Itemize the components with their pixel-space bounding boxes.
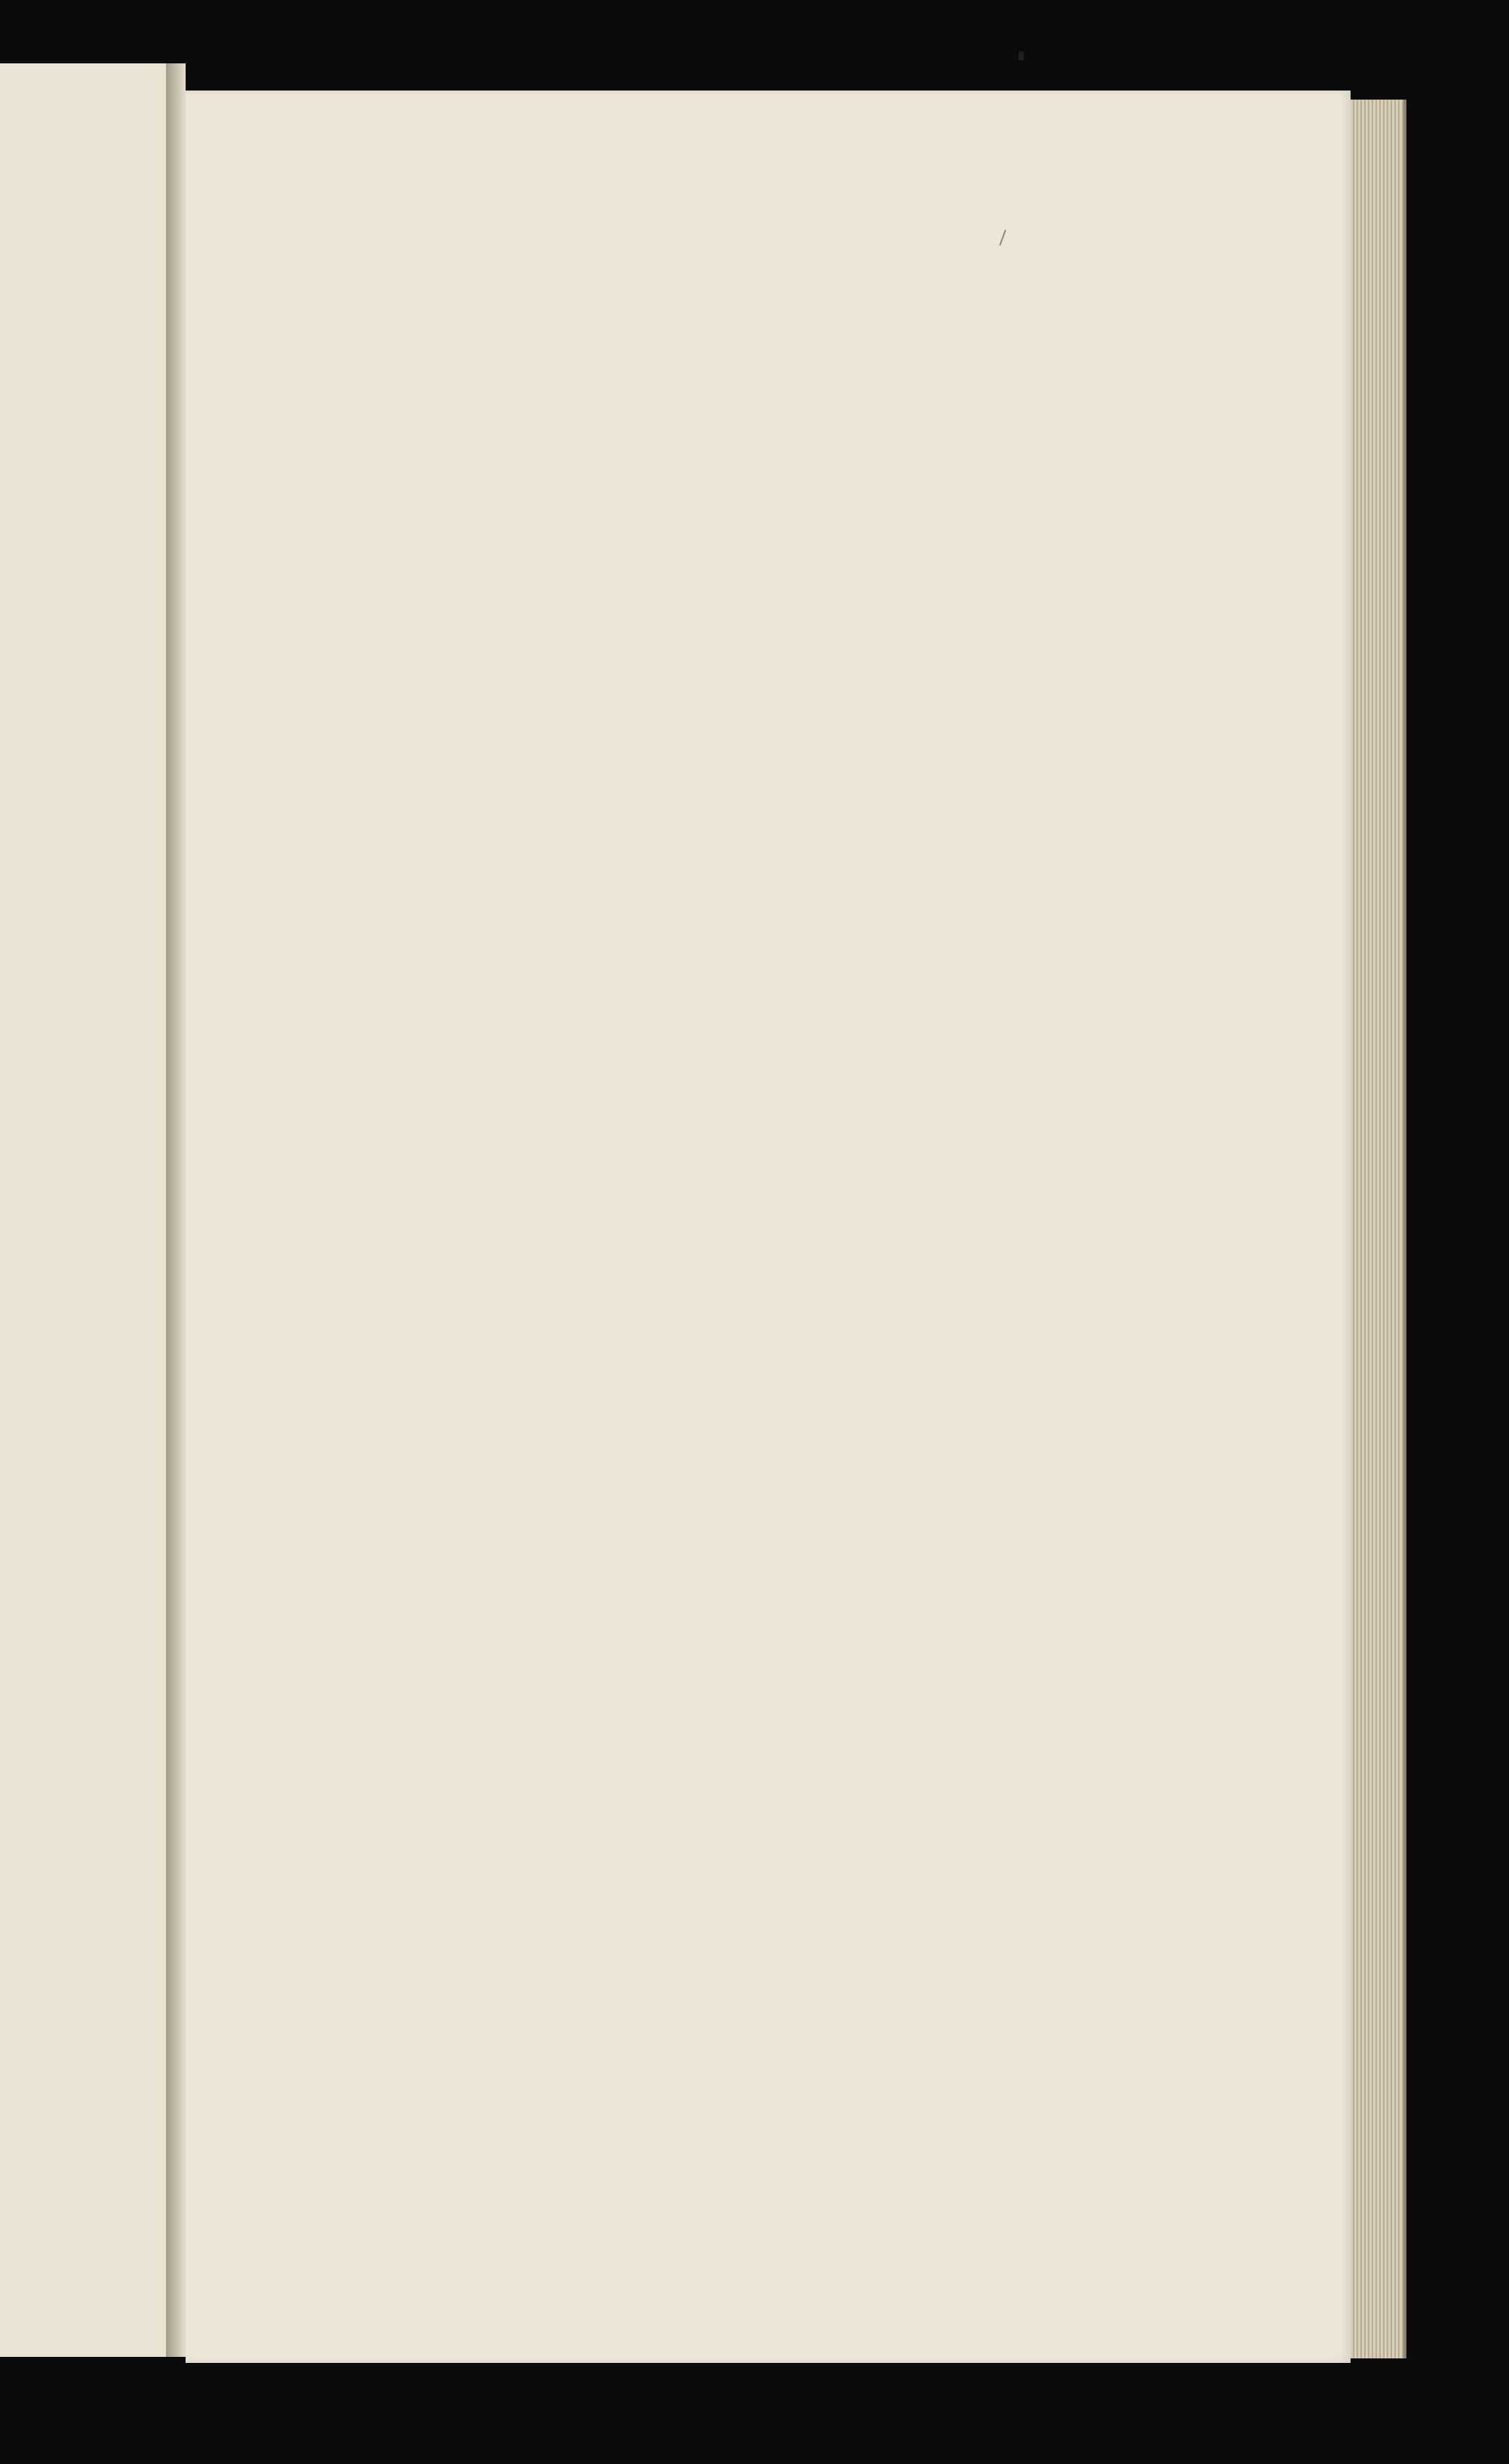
body-text — [186, 91, 1351, 2363]
right-page — [186, 91, 1351, 2363]
page-edge — [1351, 100, 1406, 2358]
left-page — [0, 63, 167, 2357]
ink-speck — [1019, 51, 1024, 60]
gutter-shadow — [166, 63, 186, 2357]
